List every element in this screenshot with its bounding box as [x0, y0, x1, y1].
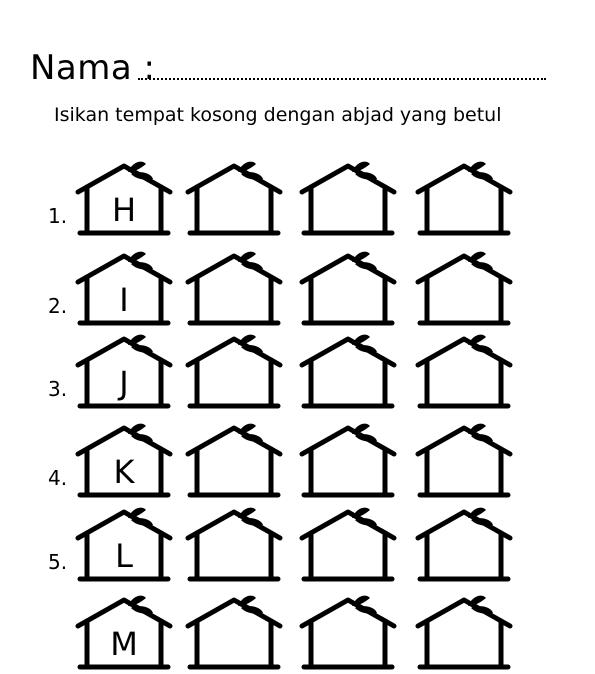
house-blank[interactable] — [414, 422, 514, 502]
house-with-letter — [74, 250, 174, 330]
house-icon — [184, 250, 284, 330]
house-blank[interactable] — [414, 333, 514, 413]
house-blank[interactable] — [298, 333, 398, 413]
instruction-text: Isikan tempat kosong dengan abjad yang betul — [54, 104, 502, 126]
house-with-letter — [74, 333, 174, 413]
house-letter: J — [119, 364, 129, 402]
row-number: 5. — [48, 550, 68, 574]
house-letter: H — [111, 191, 137, 229]
house-icon — [184, 333, 284, 413]
house-blank[interactable] — [298, 422, 398, 502]
house-icon — [184, 422, 284, 502]
house-icon — [298, 160, 398, 240]
name-blank-line[interactable] — [138, 78, 546, 80]
house-icon — [184, 506, 284, 586]
house-blank[interactable] — [184, 250, 284, 330]
house-icon — [414, 160, 514, 240]
house-icon — [414, 506, 514, 586]
house-letter: M — [110, 625, 138, 663]
name-label: Nama : — [30, 48, 156, 88]
house-blank[interactable] — [184, 333, 284, 413]
house-icon — [298, 506, 398, 586]
house-icon — [298, 594, 398, 674]
house-icon — [184, 594, 284, 674]
house-blank[interactable] — [298, 594, 398, 674]
house-icon — [298, 333, 398, 413]
row-number: 1. — [48, 204, 68, 228]
house-blank[interactable] — [298, 506, 398, 586]
name-field — [30, 48, 550, 88]
row-number: 3. — [48, 377, 68, 401]
house-blank[interactable] — [298, 250, 398, 330]
house-letter: L — [115, 537, 133, 575]
house-blank[interactable] — [414, 594, 514, 674]
house-blank[interactable] — [414, 250, 514, 330]
house-blank[interactable] — [298, 160, 398, 240]
house-with-letter — [74, 160, 174, 240]
house-blank[interactable] — [414, 506, 514, 586]
row-number: 4. — [48, 466, 68, 490]
house-blank[interactable] — [184, 506, 284, 586]
house-icon — [414, 250, 514, 330]
house-icon — [414, 333, 514, 413]
house-with-letter — [74, 422, 174, 502]
house-icon — [414, 422, 514, 502]
house-letter: K — [113, 453, 135, 491]
house-blank[interactable] — [414, 160, 514, 240]
house-icon — [298, 250, 398, 330]
house-letter: I — [119, 281, 129, 319]
row-number: 2. — [48, 294, 68, 318]
house-blank[interactable] — [184, 594, 284, 674]
house-with-letter — [74, 594, 174, 674]
house-blank[interactable] — [184, 160, 284, 240]
house-with-letter — [74, 506, 174, 586]
house-blank[interactable] — [184, 422, 284, 502]
house-icon — [414, 594, 514, 674]
house-icon — [298, 422, 398, 502]
house-icon — [184, 160, 284, 240]
